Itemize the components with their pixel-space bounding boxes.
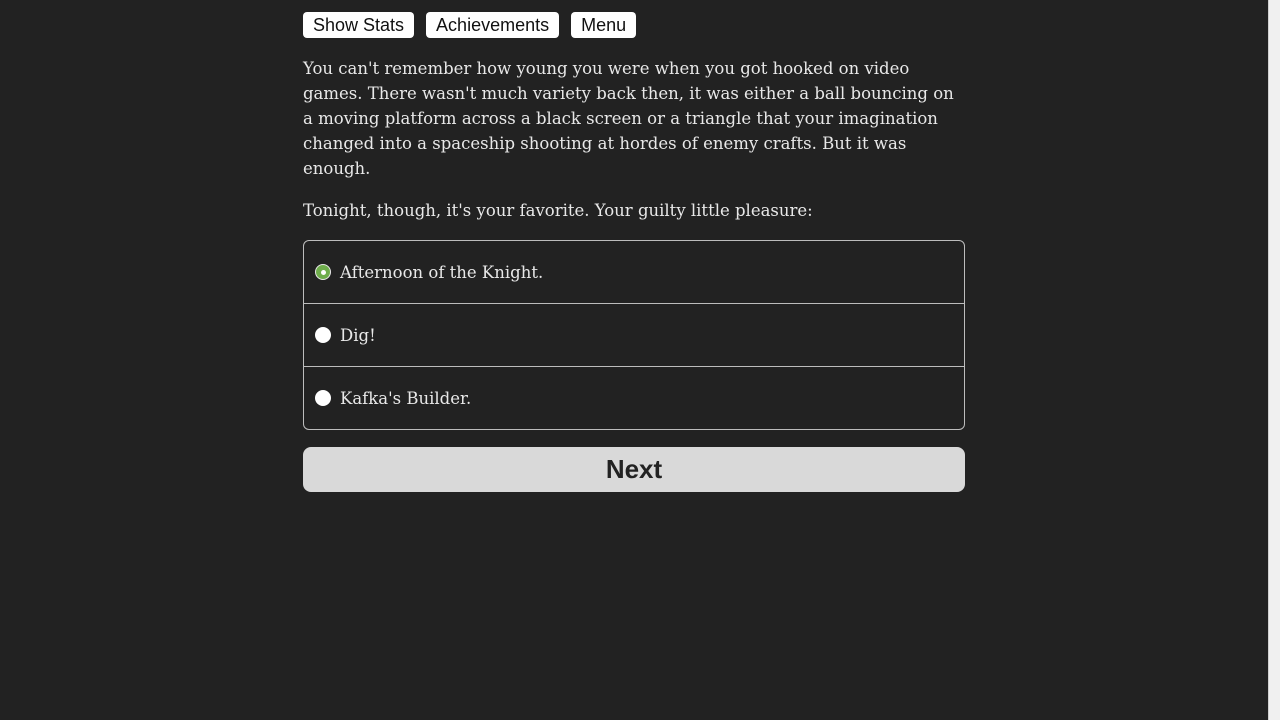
choice-list [303, 240, 965, 430]
choice-label: Kafka's Builder. [340, 388, 472, 408]
header-buttons [303, 12, 965, 39]
menu-button[interactable]: Menu [571, 12, 636, 38]
game-container [303, 12, 965, 492]
story-paragraph-2: Tonight, though, it's your favorite. Your guilty little pleasure: [303, 201, 813, 220]
radio-unselected-icon[interactable] [315, 327, 331, 343]
choice-option-3[interactable] [304, 367, 964, 429]
choice-option-1[interactable] [304, 241, 964, 304]
radio-selected-icon[interactable] [315, 264, 331, 280]
choice-label: Dig! [340, 325, 376, 345]
choice-option-2[interactable] [304, 304, 964, 367]
radio-unselected-icon[interactable] [315, 390, 331, 406]
show-stats-button[interactable]: Show Stats [303, 12, 414, 38]
page-scrollbar[interactable] [1268, 0, 1280, 720]
choice-label: Afternoon of the Knight. [340, 262, 544, 282]
achievements-button[interactable]: Achievements [426, 12, 559, 38]
story-paragraph-1: You can't remember how young you were when you got hooked on video games. There wasn't much variety back then, it was either a ball bouncing on a moving platform across a black screen or a triangle that your imagination changed into a spaceship shooting at hordes of enemy crafts. But it was enough. [303, 59, 954, 178]
next-button[interactable]: Next [303, 447, 965, 492]
